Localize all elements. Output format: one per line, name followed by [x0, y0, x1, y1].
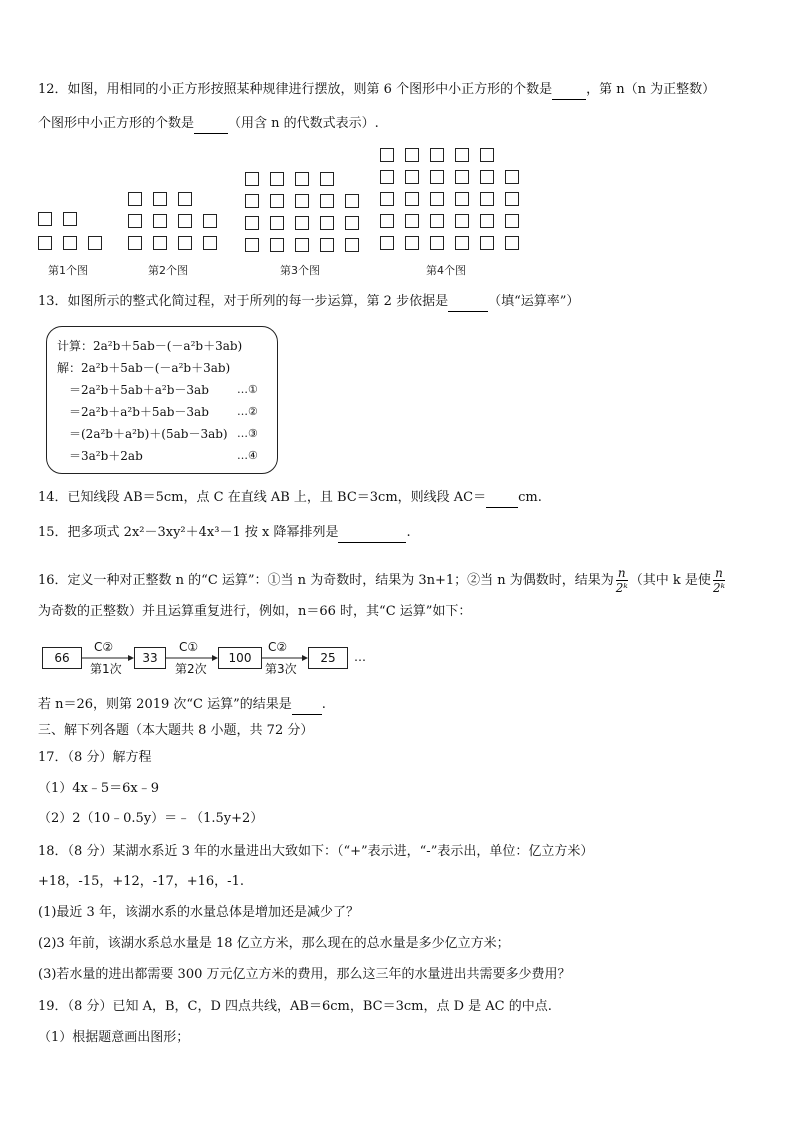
q16-blank[interactable]: [292, 700, 322, 715]
square: [455, 148, 469, 162]
q13-line: [38, 292, 764, 312]
q19-title: 19．（8 分）已知 A，B，C，D 四点共线，AB＝6cm，BC＝3cm，点 D 是 AC 的中点.: [38, 999, 552, 1014]
square: [505, 214, 519, 228]
square: [380, 148, 394, 162]
square: [203, 236, 217, 250]
square: [153, 192, 167, 206]
q13-calc-box: [46, 326, 278, 474]
q14-blank[interactable]: [486, 493, 518, 508]
square: [455, 170, 469, 184]
square: [430, 148, 444, 162]
square: [295, 172, 309, 186]
fig-label-1: 第1个图: [48, 264, 88, 277]
q16-fraction: [616, 566, 628, 595]
step-mark-1: …①: [237, 383, 258, 396]
square: [345, 216, 359, 230]
square: [480, 214, 494, 228]
q17-part1: （1）4x﹣5＝6x﹣9: [38, 781, 160, 796]
q18-part2: (2)3 年前，该湖水系总水量是 18 亿立方米，那么现在的总水量是多少亿立方米；: [38, 936, 510, 951]
square: [430, 170, 444, 184]
q16-line3: [38, 695, 764, 715]
square: [245, 194, 259, 208]
fraction-denominator: 2ᵏ: [712, 581, 725, 595]
square: [295, 238, 309, 252]
square: [203, 214, 217, 228]
q15-blank[interactable]: [338, 528, 406, 543]
square: [480, 170, 494, 184]
square: [430, 214, 444, 228]
section-3-heading: 三、解下列各题（本大题共 8 小题，共 72 分）: [38, 723, 314, 738]
step-mark-3: …③: [237, 427, 258, 440]
calc-line-4: ＝2a²b＋a²b＋5ab－3ab: [69, 405, 209, 419]
square: [380, 214, 394, 228]
q16-text-c: 若 n＝26，则第 2019 次“C 运算”的结果是: [38, 697, 292, 712]
square: [505, 236, 519, 250]
flow-value-3: 100: [218, 647, 262, 669]
q13-blank[interactable]: [448, 297, 488, 312]
fraction-denominator: 2ᵏ: [615, 581, 628, 595]
q16-line1: [38, 566, 764, 595]
square: [245, 172, 259, 186]
q12-line2: [38, 114, 764, 134]
square: [430, 236, 444, 250]
q14-text-b: cm.: [518, 490, 542, 505]
square: [178, 192, 192, 206]
square: [178, 236, 192, 250]
q12-text-a: 12．如图，用相同的小正方形按照某种规律进行摆放，则第 6 个图形中小正方形的个数是: [38, 82, 553, 97]
square: [455, 192, 469, 206]
square: [380, 192, 394, 206]
square: [38, 236, 52, 250]
square: [295, 216, 309, 230]
square: [245, 216, 259, 230]
fig-label-2: 第2个图: [148, 264, 188, 277]
q16-text-a: 16．定义一种对正整数 n 的“C 运算”：①当 n 为奇数时，结果为 3n+1；②当 n 为偶数时，结果为: [38, 573, 614, 588]
flow-value-2: 33: [134, 647, 166, 669]
q16-line2: 为奇数的正整数）并且运算重复进行，例如，n＝66 时，其“C 运算”如下：: [38, 604, 472, 619]
q12-blank-1[interactable]: [552, 85, 586, 100]
q18-title: 18．（8 分）某湖水系近 3 年的水量进出大致如下：（“+”表示进，“-”表示出，单位：亿立方米）: [38, 844, 594, 859]
flow-value-4: 25: [308, 647, 348, 669]
square: [270, 172, 284, 186]
q17-title: 17．（8 分）解方程: [38, 750, 152, 765]
square: [128, 214, 142, 228]
square: [405, 148, 419, 162]
q12-squares-figure: [30, 142, 530, 282]
q15-line: [38, 523, 764, 543]
flow-step-3: 第3次: [265, 662, 297, 676]
square: [345, 238, 359, 252]
q15-text: 15．把多项式 2x²－3xy²＋4x³－1 按 x 降幂排列是: [38, 525, 339, 540]
square: [455, 236, 469, 250]
square: [480, 148, 494, 162]
square: [380, 236, 394, 250]
square: [245, 238, 259, 252]
q19-part1: （1）根据题意画出图形；: [38, 1030, 190, 1045]
square: [430, 192, 444, 206]
flow-op-3: C②: [268, 640, 288, 654]
q14-text: 14．已知线段 AB＝5cm，点 C 在直线 AB 上，且 BC＝3cm，则线段 AC＝: [38, 490, 487, 505]
flow-step-1: 第1次: [90, 662, 122, 676]
square: [153, 236, 167, 250]
square: [128, 236, 142, 250]
square: [405, 170, 419, 184]
flow-step-2: 第2次: [175, 662, 207, 676]
flow-op-1: C②: [94, 640, 114, 654]
q14-line: [38, 488, 764, 508]
square: [320, 216, 334, 230]
square: [128, 192, 142, 206]
q18-data: +18，-15，+12，-17，+16，-1.: [38, 874, 244, 889]
q17-part2: （2）2（10﹣0.5y）＝﹣（1.5y+2）: [38, 811, 264, 826]
q16-text-b: （其中 k 是使: [629, 573, 711, 588]
square: [505, 170, 519, 184]
q18-part1: (1)最近 3 年，该湖水系的水量总体是增加还是减少了？: [38, 905, 359, 920]
square: [63, 212, 77, 226]
square: [380, 170, 394, 184]
square: [505, 192, 519, 206]
fraction-numerator: n: [617, 566, 626, 580]
fig-label-3: 第3个图: [280, 264, 320, 277]
q12-text-d: （用含 n 的代数式表示）.: [228, 116, 379, 131]
q16-text-d: .: [321, 697, 326, 712]
calc-line-3: ＝2a²b＋5ab＋a²b－3ab: [69, 383, 209, 397]
fig-label-4: 第4个图: [426, 264, 466, 277]
q12-line1: [38, 80, 764, 100]
square: [88, 236, 102, 250]
square: [455, 214, 469, 228]
square: [405, 214, 419, 228]
square: [270, 216, 284, 230]
q18-part3: (3)若水量的进出都需要 300 万元亿立方米的费用，那么这三年的水量进出共需要多少费用？: [38, 967, 571, 982]
calc-line-1: 计算：2a²b＋5ab－(－a²b＋3ab): [57, 339, 243, 353]
square: [295, 194, 309, 208]
square: [153, 214, 167, 228]
square: [320, 194, 334, 208]
flow-value-1: 66: [42, 647, 82, 669]
q13-text: 13．如图所示的整式化简过程，对于所列的每一步运算，第 2 步依据是: [38, 294, 449, 309]
square: [345, 194, 359, 208]
q12-text-b: ，第 n（n 为正整数）: [586, 82, 716, 97]
square: [405, 236, 419, 250]
square: [405, 192, 419, 206]
calc-line-5: ＝(2a²b＋a²b)＋(5ab－3ab): [69, 427, 228, 441]
square: [178, 214, 192, 228]
square: [270, 194, 284, 208]
square: [63, 236, 77, 250]
step-mark-2: …②: [237, 405, 258, 418]
q12-text-c: 个图形中小正方形的个数是: [38, 116, 195, 131]
flow-op-2: C①: [179, 640, 199, 654]
square: [270, 238, 284, 252]
square: [480, 192, 494, 206]
q16-fraction-2: [713, 566, 725, 595]
square: [480, 236, 494, 250]
flow-ellipsis: …: [354, 650, 366, 664]
q12-blank-2[interactable]: [194, 119, 228, 134]
q15-text-b: .: [406, 525, 411, 540]
square: [320, 172, 334, 186]
q13-text-b: （填“运算率”）: [488, 294, 580, 309]
step-mark-4: …④: [237, 449, 258, 462]
calc-line-6: ＝3a²b＋2ab: [69, 449, 143, 463]
fraction-numerator: n: [715, 566, 723, 580]
square: [320, 238, 334, 252]
calc-line-2: 解：2a²b＋5ab－(－a²b＋3ab): [57, 361, 231, 375]
square: [38, 212, 52, 226]
